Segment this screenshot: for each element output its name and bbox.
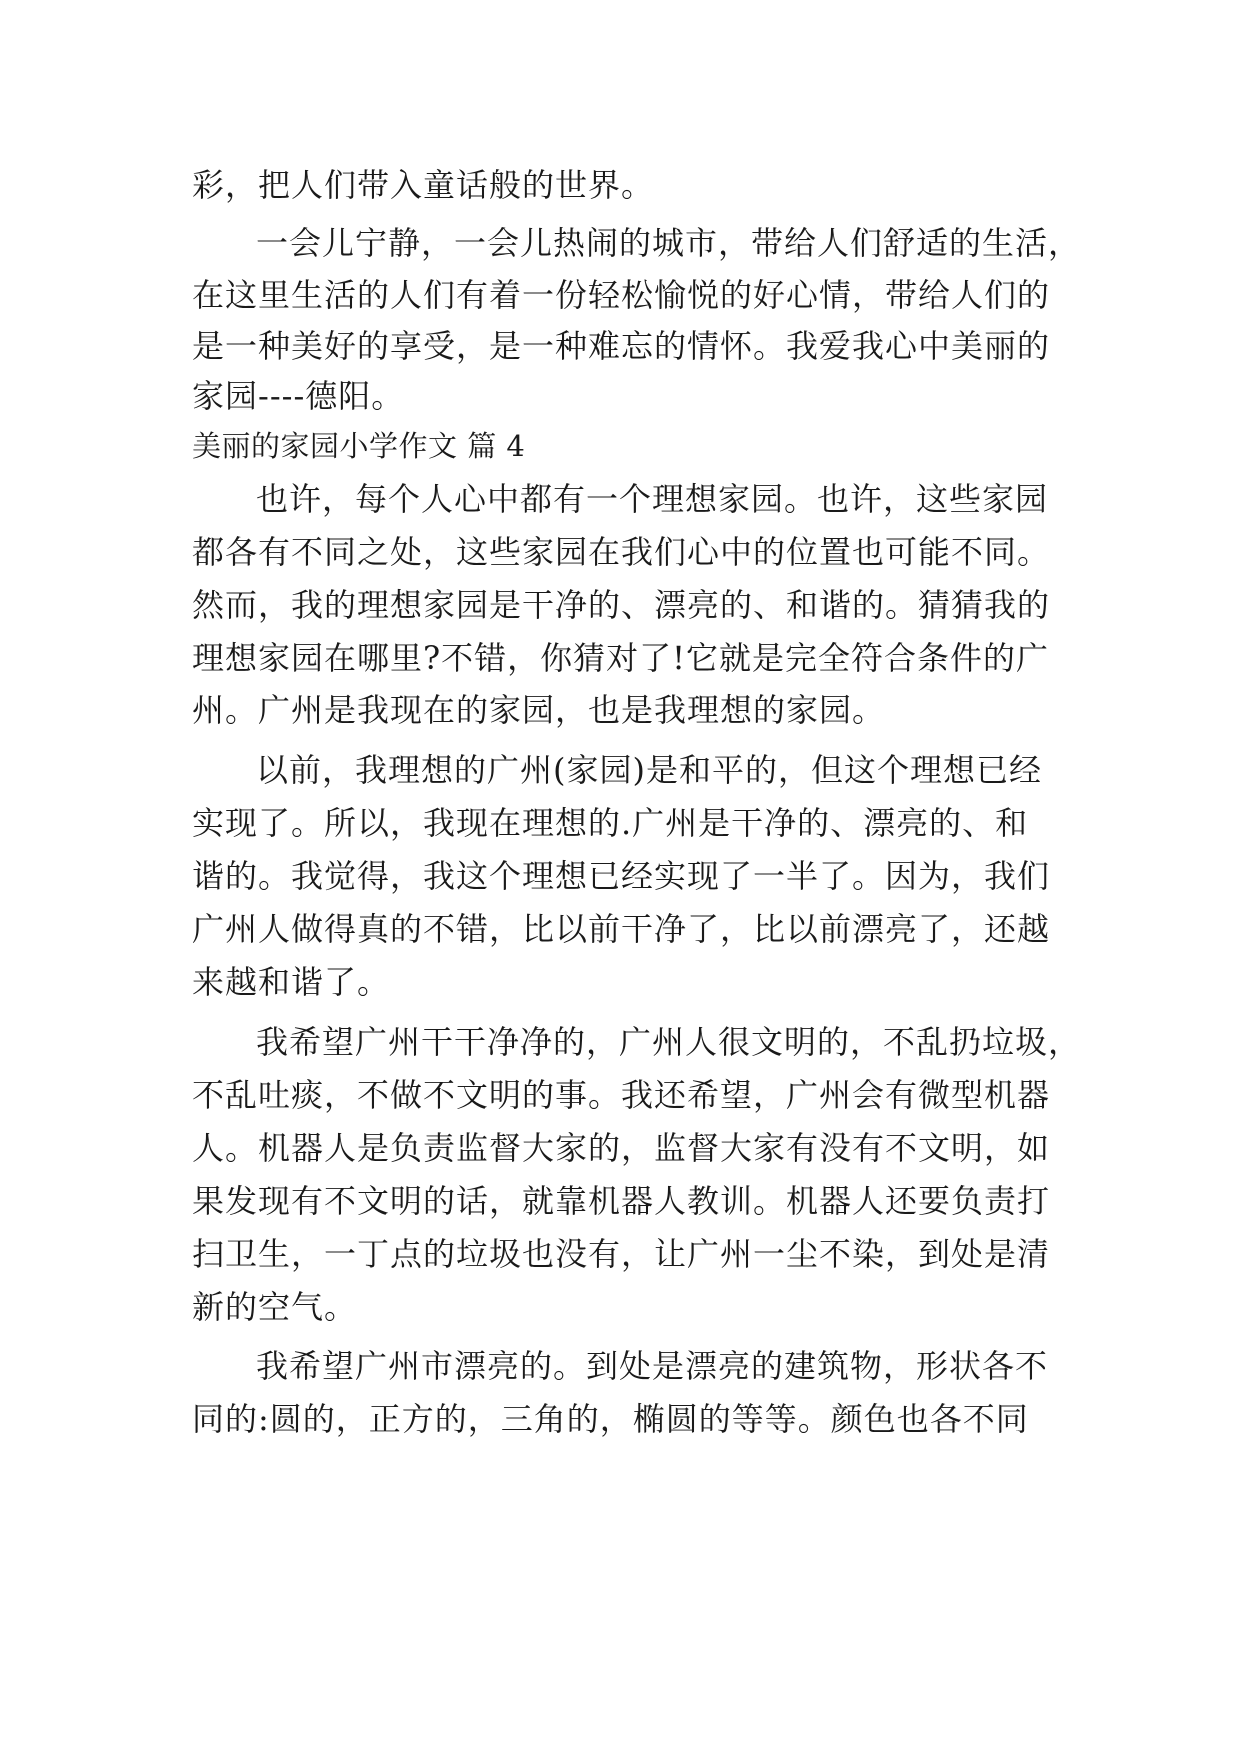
paragraph-start-line: 我希望广州干干净净的，广州人很文明的，不乱扔垃圾， [256, 1023, 1082, 1061]
text-line: 来越和谐了。 [192, 963, 391, 1001]
paragraph-start-line: 也许，每个人心中都有一个理想家园。也许，这些家园 [256, 480, 1049, 518]
text-line: 都各有不同之处，这些家园在我们心中的位置也可能不同。 [192, 533, 1051, 571]
text-line: 然而，我的理想家园是干净的、漂亮的、和谐的。猜猜我的 [192, 586, 1051, 624]
text-line: 州。广州是我现在的家园，也是我理想的家园。 [192, 691, 886, 729]
text-line: 新的空气。 [192, 1288, 358, 1326]
paragraph-start-line: 一会儿宁静，一会儿热闹的城市，带给人们舒适的生活， [256, 224, 1082, 262]
text-line: 不乱吐痰，不做不文明的事。我还希望，广州会有微型机器 [192, 1076, 1051, 1114]
text-line: 扫卫生，一丁点的垃圾也没有，让广州一尘不染，到处是清 [192, 1235, 1051, 1273]
paragraph-start-line: 以前，我理想的广州(家园)是和平的，但这个理想已经 [256, 751, 1042, 789]
text-line: 是一种美好的享受，是一种难忘的情怀。我爱我心中美丽的 [192, 327, 1051, 365]
text-line: 人。机器人是负责监督大家的，监督大家有没有不文明，如 [192, 1129, 1051, 1167]
text-line: 果发现有不文明的话，就靠机器人教训。机器人还要负责打 [192, 1182, 1051, 1220]
text-line: 理想家园在哪里?不错，你猜对了!它就是完全符合条件的广 [192, 639, 1050, 677]
text-line: 同的:圆的，正方的，三角的，椭圆的等等。颜色也各不同 [192, 1400, 1029, 1438]
text-line: 彩，把人们带入童话般的世界。 [192, 166, 655, 204]
text-line: 广州人做得真的不错，比以前干净了，比以前漂亮了，还越 [192, 910, 1051, 948]
paragraph-start-line: 我希望广州市漂亮的。到处是漂亮的建筑物，形状各不 [256, 1347, 1049, 1385]
section-heading: 美丽的家园小学作文 篇 4 [192, 429, 526, 463]
text-line: 实现了。所以，我现在理想的.广州是干净的、漂亮的、和 [192, 804, 1029, 842]
text-line: 谐的。我觉得，我这个理想已经实现了一半了。因为，我们 [192, 857, 1051, 895]
text-line: 家园----德阳。 [192, 377, 405, 415]
text-line: 在这里生活的人们有着一份轻松愉悦的好心情，带给人们的 [192, 276, 1051, 314]
